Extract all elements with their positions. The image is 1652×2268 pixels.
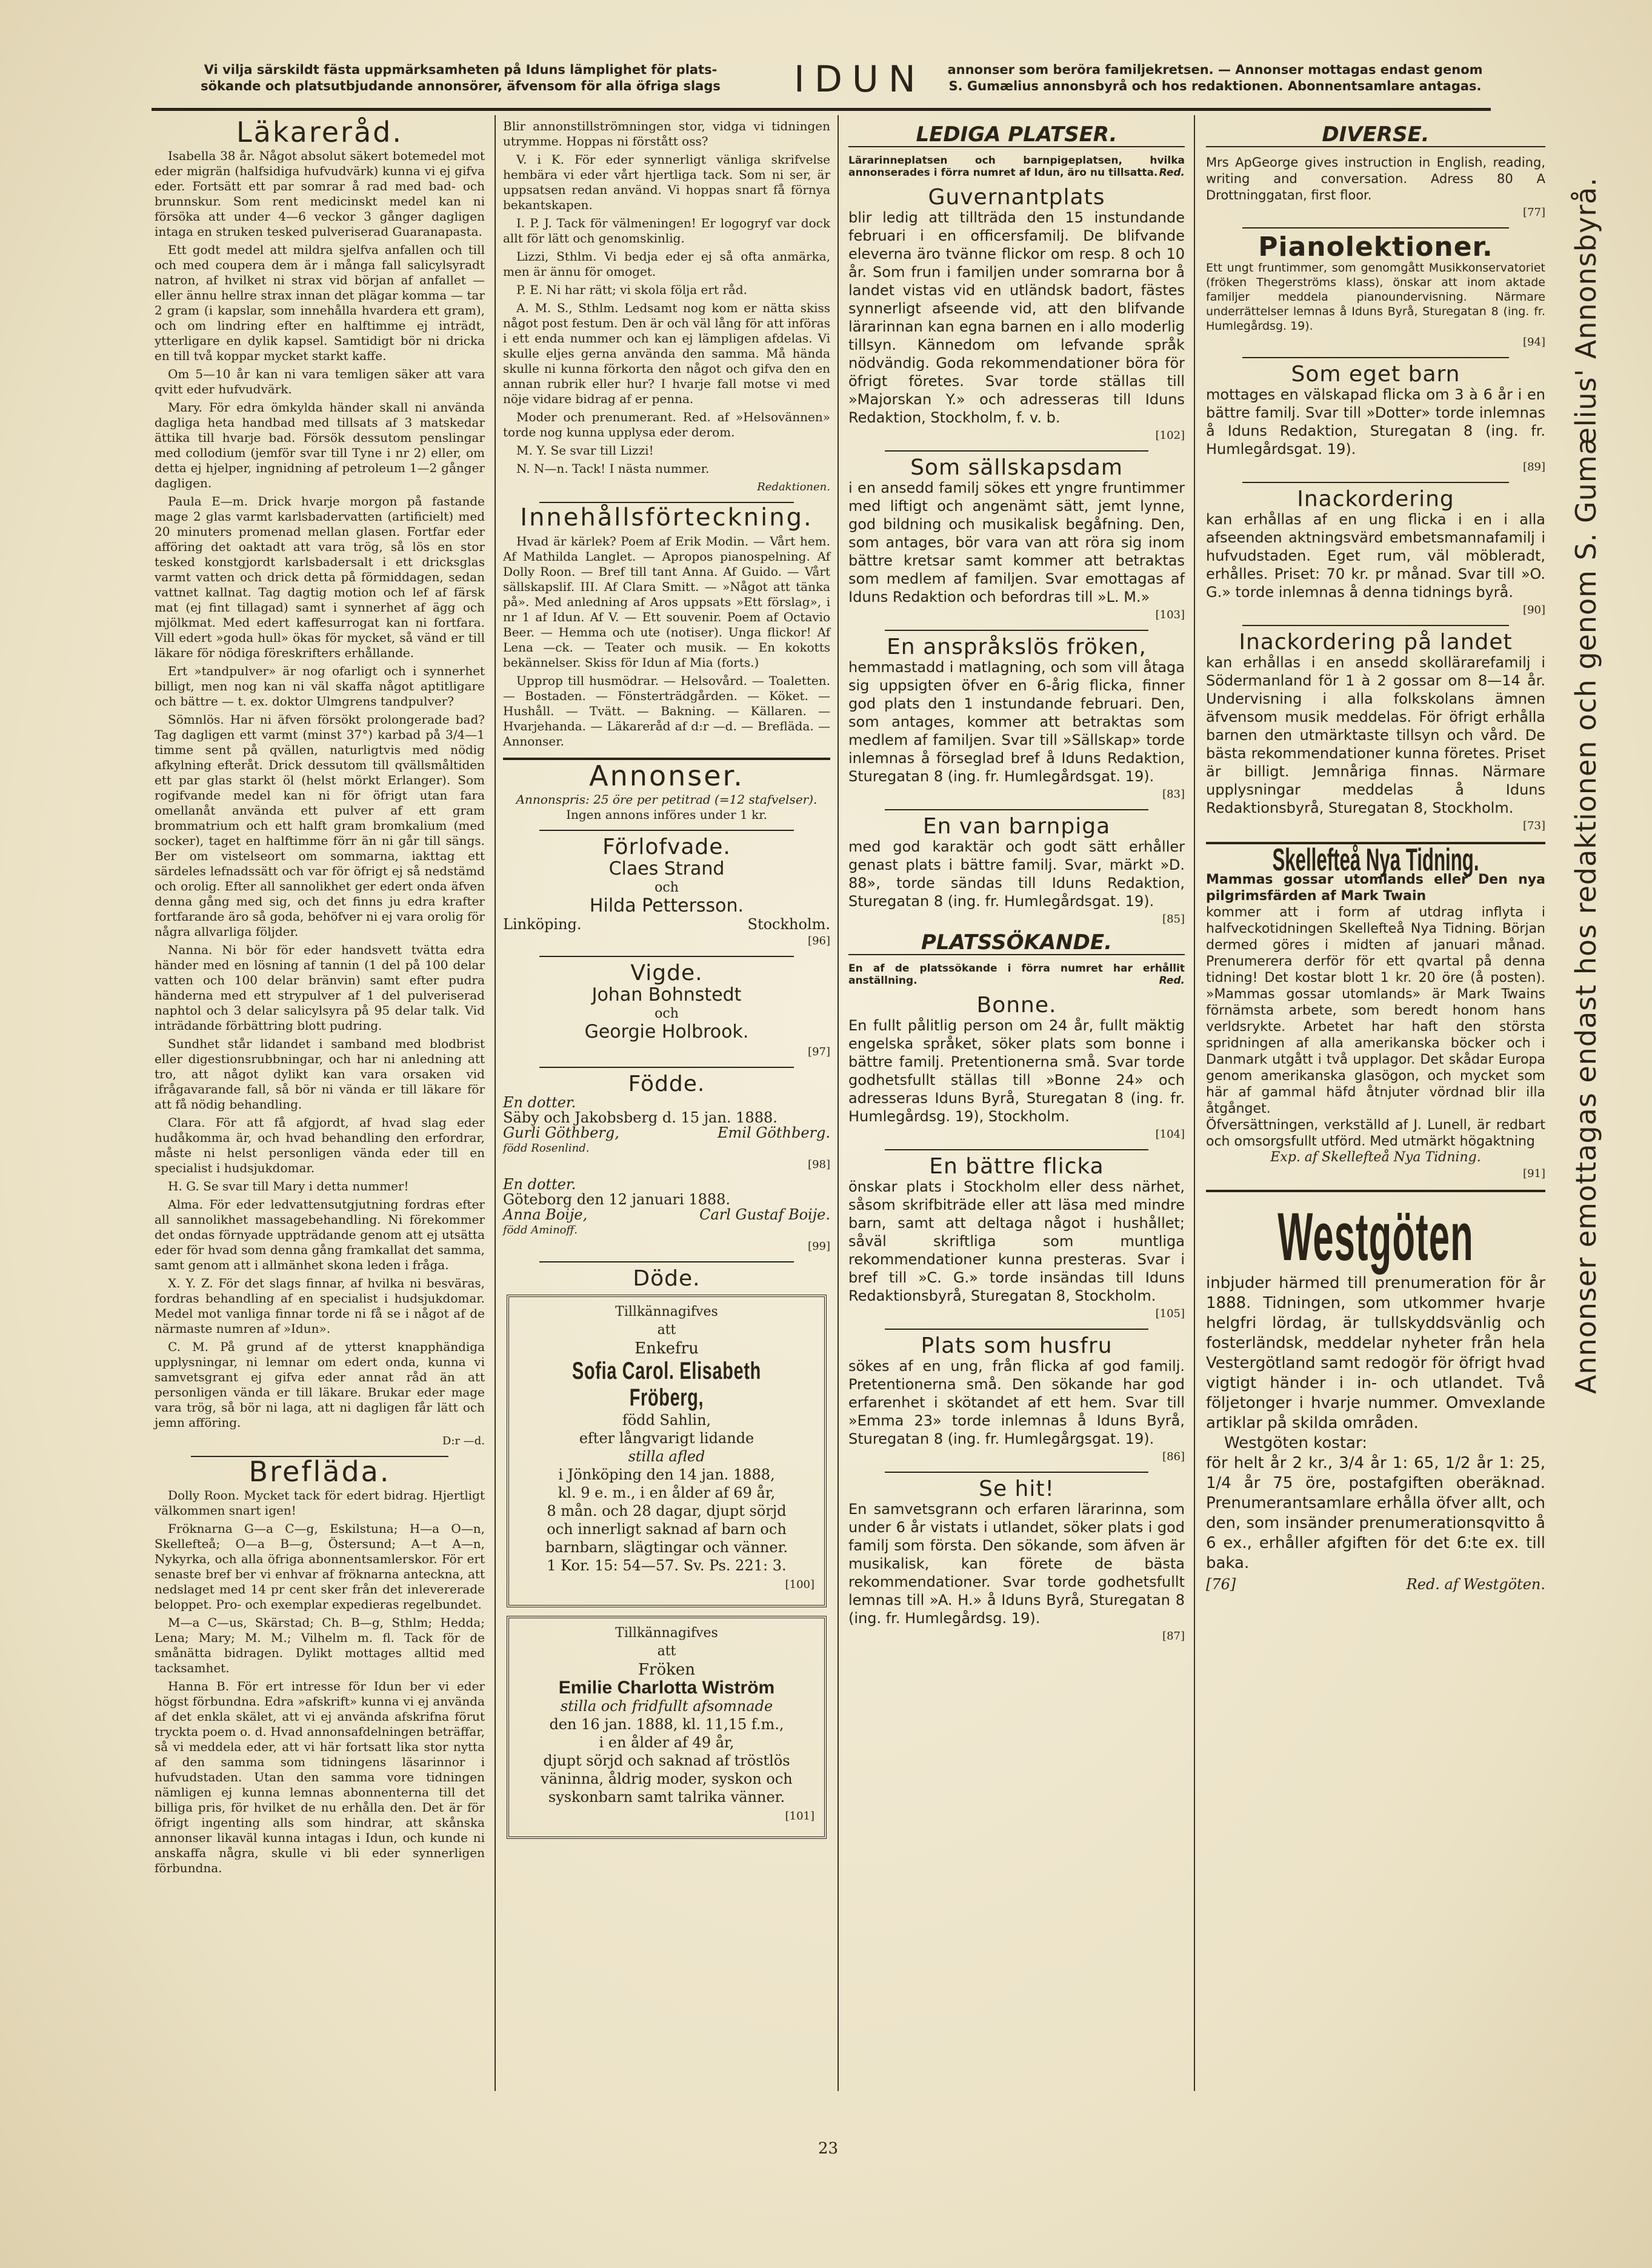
ad-body: En fullt pålitlig person om 24 år, fullt mäktig engelska språket, söker plats som bonne i bättre familj. Pretentionerna små. Svar torde godhetsfullt ställas till »Bonne 24» och adresseras Iduns Byrå, Sturegatan 8 (ing. fr. Humlegårdsg. 19), Stockholm. [848,1017,1185,1125]
ad-title: Som eget barn [1291,362,1460,387]
column-lakarerad [155,116,485,1879]
ref-number: [83] [1162,788,1185,801]
lakarerad-para: C. M. På grund af de ytterst knapphändiga upplysningar, ni lemnar om edert onda, kunna vi samvetsgrant ej gifva eder annat råd än att personligen vända er till läkare. Brukar eder mage vara trög, så bör ni laga, att ni dagligen får lätt och jemn afföring. [155,1339,485,1430]
lakarerad-para: H. G. Se svar till Mary i detta nummer! [168,1179,409,1193]
ad-body: i en ansedd familj sökes ett yngre fruntimmer med liftigt och angenämt sätt, jemt lynne, god bildning och musikalisk begåfning. Den, som antages, bör vara van att röra sig inom bättre kretsar samt kommer att betraktas som medlem af familjen. Svar emottagas af Iduns Redaktion och befordras till »L. M.» [848,479,1185,605]
breflada-cont-para: V. i K. För eder synnerligt vänliga skrifvelse hembära vi eder vårt hjertliga tack. Som ni ser, är uppsatsen redan använd. Vi hoppas snart få förnya bekantskapen. [503,152,830,212]
breflada-cont-para: N. N—n. Tack! I nästa nummer. [516,461,710,476]
vigde-name-2: Georgie Holbrook. [584,1021,749,1042]
divider [885,1472,1148,1473]
annonspris: Annonspris: 25 öre per petitrad (=12 stafvelser). [516,792,818,807]
och-label: och [654,880,679,895]
column-platser [848,119,1185,1649]
divider [885,809,1148,810]
masthead-rule [152,108,1491,111]
lediga-platser-heading: LEDIGA PLATSER. [848,127,1185,147]
ref-number: [90] [1523,604,1545,616]
ref-number: [97] [808,1046,830,1058]
ad-title: Plats som husfru [921,1333,1113,1358]
ad-title: Se hit! [979,1476,1054,1501]
lakarerad-para: Nanna. Ni bör för eder handsvett tvätta edra händer med en lösning af tannin (1 del på 100 delar vatten och 100 delar bränvin) samt efter pudra händerna med ett strypulver af 1 del pulveriserad naphtol och 3 delar salicylsyra på 95 delar talk. Vid inträdande förbättring blott pudring. [155,942,485,1033]
divider [1242,482,1509,483]
divider [539,956,794,957]
side-notice: Annonser emottagas endast hos redaktionen och genom S. Gumælius' Annonsbyrå. [1570,177,1602,1394]
column-divider-2 [838,115,839,2091]
lakarerad-para: Paula E—m. Drick hvarje morgon på fastande mage 2 glas varmt karlsbadervatten (artificielt) med 20 minuters promenad mellan glasen. Fortfar eder afföring det oaktadt att vara trög, så lös en stor tesked konstgjordt karlsbadersalt i ett dricksglas varmt vatten och drick detta på förmiddagen, sedan vattnet kallnat. Tag dagtig motion och lef af färsk mat (ej fint tillagad) samt i synnerhet af ägg och mjölkmat. Med edert kaffesurrogat kan ni fortfara. Vill edert »goda hull» ökas för mycket, så vänd er till läkare för nödiga föreskrifters erhållande. [155,494,485,660]
ref-number: [73] [1523,819,1545,832]
fodde-2-born: född Aminoff. [503,1224,578,1236]
westgoten-cost-title: Westgöten kostar: [1224,1434,1367,1452]
masthead-right-notice: annonser som beröra familjekretsen. — Annonser mottagas endast genom S. Gumælius annonsbyrå och hos redaktionen. Abonnentsamlare antagas. [947,62,1483,93]
masthead-left-notice: Vi vilja särskildt fästa uppmärksamheten på Iduns lämplighet för plats- sökande och platsutbjudande annonsörer, äfvensom för alla öfriga slags [201,62,721,93]
ad-body: önskar plats i Stockholm eller dess närhet, såsom skrifbiträde eller att läsa med mindre barn, samt att deltaga något i hushållet; såväl skriftliga som muntliga rekommendationer kunna presteras. Svar i bref till »C. G.» torde insändas till Iduns Redaktionsbyrå, Sturegatan 8, Stockholm. [848,1178,1185,1304]
divider [539,830,794,831]
och-label: och [654,1006,679,1021]
vigde-heading: Vigde. [630,961,703,986]
vigde-name-1: Johan Bohnstedt [591,984,742,1006]
lakarerad-para: Ert »tandpulver» är nog ofarligt och i synnerhet billigt, men nog kan ni väl skaffa något aptitligare och bättre — t. ex. doktor Ulmgrens tandpulver? [155,664,485,709]
toc-text: Hvad är kärlek? Poem af Erik Modin. — Vårt hem. Af Mathilda Langlet. — Apropos pianospelning. Af Dolly Roon. — Bref till tant Anna. Af Guido. — Vårt sällskapslif. III. Af Clara Smitt. — »Något att tänka på». Med anledning af Aros uppsats »Ett förslag», i nr 1 af Idun. Af V. — Ett souvenir. Poem af Octavio Beer. — Hemma och ute (notiser). Unga flickor! Af Lena —ck. — Teater och musik. — En kokotts bekännelser. Skiss för Idun af Mia (forts.) [503,534,830,670]
ref-number: [98] [808,1158,830,1171]
skelleftea-body-2: Öfversättningen, verkställd af J. Lunell, är redbart och omsorgsfullt utförd. Med utmärkt högaktning [1206,1118,1545,1149]
divider [885,1329,1148,1330]
divider [1242,227,1509,228]
toc-text: Upprop till husmödrar. — Helsovård. — Toaletten. — Bostaden. — Fönsterträdgården. — Köket. — Hushåll. — Tvätt. — Bakning. — Källaren. — Hvarjehanda. — Läkareråd af d:r —d. — Brefläda. — Annonser. [503,673,830,749]
forlofvade-name-2: Hilda Pettersson. [589,895,744,916]
dode-heading: Döde. [633,1266,701,1291]
ad-title: Bonne. [976,993,1057,1018]
pianolektioner-heading: Pianolektioner. [1258,232,1493,262]
forlofvade-name-1: Claes Strand [608,858,725,879]
ad-body: blir ledig att tillträda den 15 instundande februari i en officersfamilj. De blifvande eleverna äro tvänne flickor om resp. 8 och 10 år. Som frun i familjen under somrarna bor å landet vistas vid en utländsk badort, fästes synnerligt afseende vid, att den blifvande lärarinnan kan egna barnen en i allo moderlig tillsyn. Kännedom om lefvande språk nödvändig. Goda rekommendationer böra för öfrigt företes. Svar torde ställas till »Majorskan Y.» och adresseras till Iduns Redaktion, Stockholm, f. v. b. [848,209,1185,426]
ref-number: [104] [1155,1128,1185,1141]
redaktionen-signature: Redaktionen. [757,481,830,493]
ad-title: Som sällskapsdam [910,455,1123,480]
breflada-cont-para: Moder och prenumerant. Red. af »Helsovännen» torde nog kunna upplysa eder derom. [503,410,830,439]
lakarerad-para: X. Y. Z. För det slags finnar, af hvilka ni besväras, fordras behandling af en specialist i hudsjukdomar. Medel mot vanliga finnar torde ni få se i något af de närmaste numren af »Idun». [155,1276,485,1336]
annonspris-min: Ingen annons införes under 1 kr. [566,807,767,822]
ad-body: hemmastadd i matlagning, och som vill åtaga sig uppsigten öfver en 6-årig flicka, finner god plats den 1 instundande februari. Den, som antages, kommer att betraktas som medlem af familjen. Svar till »Sällskap» torde inlemnas å förseglad bref å Iduns Redaktion, Sturegatan 8 (ing. fr. Humlegårdsgat. 19). [848,659,1185,785]
lakarerad-signature: D:r —d. [442,1435,485,1447]
ref-number: [99] [808,1240,830,1253]
ref-number: [96] [808,935,830,947]
ref-number: [91] [1523,1167,1545,1180]
diverse-heading: DIVERSE. [1206,127,1545,147]
fodde-1-place: Säby och Jakobsberg d. 15 jan. 1888. [503,1109,778,1126]
annonser-heading: Annonser. [589,759,744,792]
masthead [152,56,1491,104]
forlofvade-heading: Förlofvade. [602,835,731,859]
ad-title: Inackordering [1297,487,1454,512]
westgoten-cost: för helt år 2 kr., 3/4 år 1: 65, 1/2 år 1: 25, 1/4 år 75 öre, postafgiften oberäknad. Prenumerantsamlare erhålla öfver allt, och den, som insänder prenumerationsqvitto å 6 ex., erhåller afgiften för det 6:te ex. till baka. [1206,1454,1545,1572]
platssokande-heading: PLATSSÖKANDE. [848,935,1185,955]
toc-heading: Innehållsförteckning. [520,504,813,532]
lediga-note: Lärarinneplatsen och barnpigeplatsen, hvilka annonserades i förra numret af Idun, äro nu tillsatta. Red. [848,155,1185,179]
breflada-cont-para: I. P. J. Tack för välmeningen! Er logogryf var dock allt för lätt och genomskinlig. [503,216,830,245]
skelleftea-lead: Mammas gossar utomlands eller Den nya pilgrimsfärden af Mark Twain [1206,872,1545,904]
ad-body: med god karaktär och godt sätt erhåller genast plats i bättre familj. Svar, märkt »D. 88», torde sändas till Iduns Redaktion, Sturegatan 8 (ing. fr. Humlegårdsgat. 19). [848,838,1185,910]
ref-number: [77] [1523,206,1545,219]
ad-title: Guvernantplats [928,185,1105,210]
ref-number: [86] [1162,1450,1185,1463]
ad-title: En bättre flicka [929,1154,1104,1179]
divider [885,630,1148,631]
lakarerad-para: Sömnlös. Har ni äfven försökt prolongerade bad? Tag dagligen ett varmt (minst 37°) karbad på 3/4—1 timme sent på qvällen, naturligtvis med nödig afkylning efteråt. Drick dessutom till qvällsmåltiden ett par glas starkt öl (helst mörkt Erlanger). Som rogifvande medel kan ni för öfrigt utan fara omellanåt använda ett pulver af ett gram brommatrium och ett halft gram bromkalium (med socker), taget en halftimme förr än ni går till sängs. Ber om vistelseort om sommarna, iakttag ett särdeles lefnadssätt och var för öfrigt ej så nedstämd och orolig. Efter all sannolikhet ger edert onda äfven denna gång med sig, och det finns ju edra krafter fortfarande äro så goda, behöfver ni ej vara orolig för några allvarliga följder. [155,712,485,939]
skelleftea-body: kommer att i form af utdrag inflyta i halfveckotidningen Skellefteå Nya Tidning. Början dermed göres i midten af januari månad. Prenumerera derför för ett qvartal på denna tidning! Det kostar blott 1 kr. 20 öre (å posten). »Mammas gossar utomlands» är Mark Twains förnämsta arbete, som beredt honom hans verldsrykte. Arbetet har haft den största spridningen af alla amerikanska böcker och i Danmark utgått i två upplagor. Det skådar Europa genom amerikanska glasögon, och mycket som här af gammal häfd åtnjuter vördnad blir illa åtgånget. [1206,905,1545,1116]
fodde-heading: Födde. [628,1072,705,1096]
fodde-1-born: född Rosenlind. [503,1142,590,1155]
platssokande-note: En af de platssökande i förra numret har erhållit anställning. Red. [848,962,1185,987]
breflada-para: Fröknarna G—a C—g, Eskilstuna; H—a O—n, Skellefteå; O—a B—g, Östersund; A—t A—n, Nykyrka, och alla öfriga abonnentsamlerskor. För ert senaste bref ber vi enhvar af fröknarna anteckna, att nedslaget med 14 pr cent sker från det inlevererade beloppet. Pro- och exemplar expedieras regelbundet. [155,1521,485,1612]
ref-number: [89] [1523,461,1545,473]
masthead-title: IDUN [794,58,925,101]
westgoten-heading: Westgöten [1277,1199,1474,1275]
ad-title: En van barnpiga [922,814,1111,839]
divider [539,1261,794,1262]
breflada-cont-para: Lizzi, Sthlm. Vi bedja eder ej så ofta anmärka, men är ännu för omoget. [503,249,830,279]
lakarerad-para: Om 5—10 år kan ni vara temligen säker att vara qvitt eder hufvudvärk. [155,367,485,396]
lakarerad-para: Sundhet står lidandet i samband med blodbrist eller digestionsrubbningar, och har ni anledning att tro, att något dylikt kan vara orsaken vid ifrågavarande fall, så bör ni vända er till läkare för att få nödig behandling. [155,1036,485,1112]
divider [1242,357,1509,358]
ad-body: En samvetsgrann och erfaren lärarinna, som under 6 år vistats i utlandet, söker plats i god familj som första. Den sökande, som äfven är musikalisk, kan förete de bästa rekommendationer. Svar torde godhetsfullt lemnas till »A. H.» å Iduns Byrå, Sturegatan 8 (ing. fr. Humlegårdsg. 19). [848,1501,1185,1627]
breflada-para: M—a C—us, Skärstad; Ch. B—g, Sthlm; Hedda; Lena; Mary; M. M.; Vilhelm m. fl. Tack för de smånätta bidragen. Dylikt mottages alltid med tacksamhet. [155,1615,485,1675]
column-diverse [1206,119,1545,1592]
fodde-2-line: En dotter. [503,1176,576,1193]
ad-body: mottages en välskapad flicka om 3 à 6 år i en bättre familj. Svar till »Dotter» torde inlemnas å Iduns Redaktion, Sturegatan 8 (ing. fr. Humlegårdsgat. 19). [1206,386,1545,458]
fodde-1-parents: Gurli Göthberg, Emil Göthberg. [503,1124,830,1141]
divider [1242,625,1509,626]
ref-number: [87] [1162,1630,1185,1643]
westgoten-footer: [76] Red. af Westgöten. [1206,1576,1545,1593]
skelleftea-heading: Skellefteå Nya Tidning. [1272,842,1479,878]
fodde-2-place: Göteborg den 12 januari 1888. [503,1191,731,1208]
westgoten-body: inbjuder härmed till prenumeration för år 1888. Tidningen, som utkommer hvarje helgfri lördag, är tullskyddsvänlig och fosterländsk, meddelar nyheter från hela Vestergötland samt redogör för öfrigt hvad vigtigt händer i in- och utlandet. Två följetonger i hvarje nummer. Omvexlande artiklar på skilda områden. [1206,1274,1545,1432]
fodde-1-line: En dotter. [503,1094,576,1111]
divider [539,502,794,503]
fodde-2-parents: Anna Boije, Carl Gustaf Boije. [503,1206,830,1223]
breflada-para: Hanna B. För ert intresse för Idun ber vi eder högst förbundna. Edra »afskrift» kunna vi ej använda af det enkla skälet, att vi ej använda afskrifna förut tryckta poem o. d. Hvad annonsafdelningen beträffar, så vi meddela eder, att vi här fortsatt lika stor nytta af den samma som tidningens läsarinnor i hufvudstaden. Utan den samma vore tidningen nämligen ej kunna lemnas abonnenterna till det billiga pris, för hvilket de nu erhålla den. Det är för öfrigt ingenting alls som hindrar, att skånska annonser likaväl kunna intagas i Idun, och kunde ni anskaffa några, skulle vi bli eder synnerligen förbundna. [155,1679,485,1875]
column-breflada-annonser [503,119,830,1847]
lakarerad-para: Mary. För edra ömkylda händer skall ni använda dagliga heta handbad med tillsats af 3 matskedar ättika till hvarje bad. Försök dessutom penslingar med collodium (jemför svar till Tyne i nr 2) eller, om detta ej hjelper, ingnidning af petroleum 1—2 gånger dagligen. [155,400,485,490]
breflada-cont-para: A. M. S., Sthlm. Ledsamt nog kom er nätta skiss något post festum. Den är och väl lång för att införas i ett enda nummer och kan ej lämpligen afdelas. Vi skulle eljes gerna använda den samma. Må hända skulle ni kunna förkorta den något och gifva den en annan rubrik eller hur? I hvarje fall motse vi med nöje vidare bidrag af er penna. [503,301,830,406]
breflada-cont-para: P. E. Ni har rätt; vi skola följa ert råd. [516,282,747,297]
ad-body: sökes af en ung, från flicka af god familj. Pretentionerna små. Den sökande har god erfarenhet i skötandet af ett hem. Svar till »Emma 23» torde inlemnas å Iduns Byrå, Sturegatan 8 (ing. fr. Humlegårgsgat. 19). [848,1358,1185,1447]
ad-body: kan erhållas i en ansedd skollärarefamilj i Södermanland för 1 à 2 gossar om 8—14 år. Undervisning i alla folkskolans ämnen äfvensom musik meddelas. För öfrigt erhålla barnen den utmärktaste tillsyn och vård. De bästa rekommendationer kunna företes. Priset är billigt. Jemnåriga finnas. Närmare upplysningar meddelas å Iduns Redaktionsbyrå, Sturegatan 8, Stockholm. [1206,654,1545,816]
column-divider-1 [495,115,496,2091]
ref-number: [102] [1155,429,1185,442]
lakarerad-para: Isabella 38 år. Något absolut säkert botemedel mot eder migrän (halfsidiga hufvudvärk) kunna vi ej gifva eder. Fortsätt ett par somrar å rad med bad- och brunnskur. Som rent medicinskt medel kan ni försöka att under 4—6 veckor 3 gånger dagligen intaga en struken tesked pulveriserad Guaranapasta. [155,148,485,239]
divider [539,1067,794,1068]
skelleftea-signature: Exp. af Skellefteå Nya Tidning. [1270,1150,1481,1165]
lakarerad-heading: Läkareråd. [236,116,403,148]
lakarerad-para: Clara. För att få afgjordt, af hvad slag eder hudåkomma är, och hvad behandling den erfordrar, måste ni helst personligen vända eder till en specialist i hudsjukdomar. [155,1115,485,1175]
breflada-heading: Brefläda. [248,1455,391,1488]
ad-body: kan erhållas af en ung flicka i en i alla afseenden aktningsvärd embetsmannafamilj i hufvudstaden. Eget rum, väl möbleradt, erhålles. Priset: 70 kr. pr månad. Svar till »O. G.» torde inlemnas å denna tidnings byrå. [1206,511,1545,601]
english-lessons-ad: Mrs ApGeorge gives instruction in English, reading, writing and conversation. Adress 80 A Drottninggatan, first floor. [1206,155,1545,202]
forlofvade-cities: Linköping. Stockholm. [503,916,830,933]
death-notice-wistrom: Tillkännagifves att Fröken Emilie Charlotta Wiström stilla och fridfullt afsomnade den 16 jan. 1888, kl. 11,15 f.m., i en ålder af 49 år, djupt sörjd och saknad af tröstlös väninna, åldrig moder, syskon och syskonbarn samt talrika vänner. [101] [507,1616,827,1839]
ref-number: [85] [1162,913,1185,926]
page-number: 23 [818,2140,839,2158]
lakarerad-para: Alma. För eder ledvattensutgjutning fordras efter all sannolikhet massagebehandling. Ni förekommer det ondas förnyade uppträdande genom att ej utsätta eder för hvad som denna gång framkallat det samma, samt genom att i allmänhet skona leden i fråga. [155,1197,485,1272]
death-notice-froberg: Tillkännagifves att Enkefru Sofia Carol. Elisabeth Fröberg, född Sahlin, efter långvarigt lidande stilla afled i Jönköping den 14 jan. 1888, kl. 9 e. m., i en ålder af 69 år, 8 mån. och 28 dagar, djupt sörjd och innerligt saknad af barn och barnbarn, slägtingar och vänner. 1 Kor. 15: 54—57. Sv. Ps. 221: 3. [100] [507,1295,827,1607]
breflada-cont-para: Blir annonstillströmningen stor, vidga vi tidningen utrymme. Hoppas ni förstått oss? [503,119,830,148]
divider [1206,1190,1545,1192]
ref-number: [94] [1523,336,1545,349]
divider [885,1149,1148,1150]
breflada-cont-para: M. Y. Se svar till Lizzi! [516,443,654,458]
divider [885,450,1148,452]
ref-number: [105] [1155,1307,1185,1320]
ad-title: Inackordering på landet [1239,630,1513,655]
ref-number: [103] [1155,609,1185,621]
column-divider-3 [1194,115,1195,2091]
breflada-para: Dolly Roon. Mycket tack för edert bidrag. Hjertligt välkommen snart igen! [155,1488,485,1518]
lakarerad-para: Ett godt medel att mildra sjelfva anfallen och till och med coupera dem är i många fall salicylsyradt natron, af hvilket ni strax vid början af anfallet — eller ännu hellre strax innan det plägar komma — tar 2 gram (i kapslar, som innehålla hvardera ett gram), och om lindring efter en halftimme ej inträdt, ytterligare en dylik kapsel. Samtidigt bör ni dricka en till två koppar mycket starkt kaffe. [155,242,485,363]
pianolektioner-body: Ett ungt fruntimmer, som genomgått Musikkonservatoriet (fröken Thegerströms klass), önskar att inom aktade familjer meddela pianoundervisning. Närmare underrättelser lemnas å Iduns Byrå, Sturegatan 8 (ing. fr. Humlegårdsg. 19). [1206,261,1545,333]
ad-title: En anspråkslös fröken, [887,635,1147,659]
